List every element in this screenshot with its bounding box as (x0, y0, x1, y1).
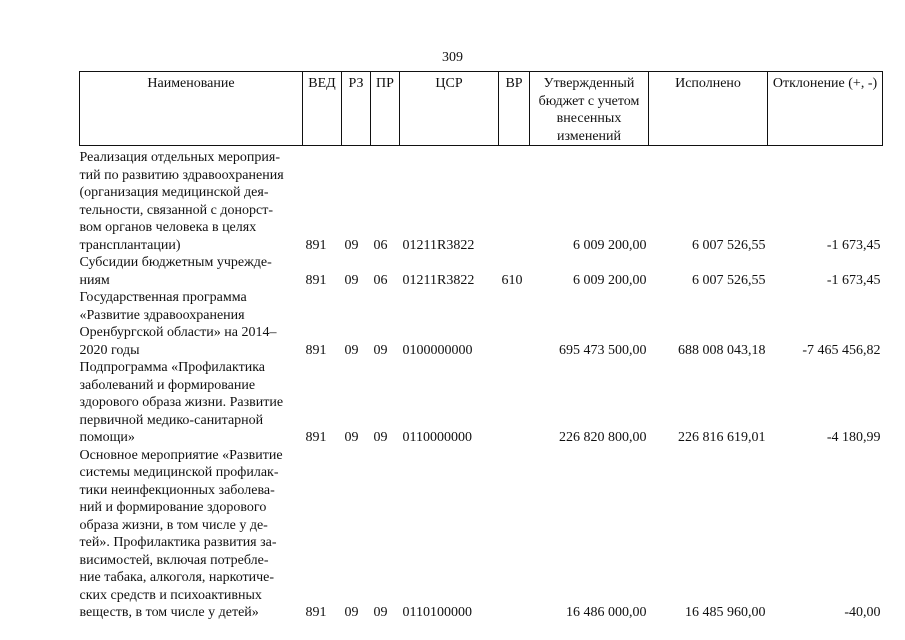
cell-csr: 01211R3822 (402, 237, 475, 253)
name-line: «Развитие здравоохранения (79, 307, 245, 323)
cell-name (80, 146, 303, 255)
name-line: первичной медико-санитарной (79, 412, 264, 428)
cell-deviation: -1 673,45 (826, 237, 881, 253)
cell-approved: 695 473 500,00 (559, 342, 647, 358)
name-line: 2020 годы (79, 342, 140, 358)
cell-deviation: -4 180,99 (826, 430, 881, 445)
cell-csr: 01211R3822 (402, 272, 475, 288)
table-row (80, 146, 883, 255)
name-line: Оренбургской области» на 2014– (79, 325, 277, 340)
cell-name (80, 254, 303, 289)
page-number: 309 (442, 50, 463, 65)
cell-deviation: -40,00 (844, 605, 881, 620)
cell-rz: 09 (344, 272, 359, 288)
header-csr: ЦСР (400, 72, 499, 146)
table-row (80, 447, 883, 622)
header-ved: ВЕД (303, 72, 342, 146)
cell-name (80, 447, 303, 622)
header-rz: РЗ (342, 72, 371, 146)
header-deviation: Отклонение (+, -) (768, 72, 883, 146)
cell-executed: 16 485 960,00 (685, 605, 766, 620)
table-row (80, 359, 883, 447)
cell-ved: 891 (305, 342, 327, 358)
cell-vr (499, 146, 530, 255)
cell-rz: 09 (344, 605, 359, 620)
cell-vr: 610 (501, 272, 523, 288)
cell-deviation: -7 465 456,82 (802, 342, 881, 358)
name-line: тий по развитию здравоохранения (79, 167, 284, 183)
cell-csr: 0100000000 (402, 342, 473, 358)
name-line: висимостей, включая потребле- (79, 552, 269, 568)
cell-approved: 6 009 200,00 (573, 272, 647, 288)
name-line: Субсидии бюджетным учрежде- (79, 255, 272, 270)
cell-csr: 0110100000 (402, 605, 472, 620)
cell-executed: 688 008 043,18 (678, 342, 766, 358)
name-line: заболеваний и формирование (79, 377, 256, 393)
name-line: помощи» (79, 430, 135, 445)
name-line: трансплантации) (79, 237, 181, 253)
name-line: системы медицинской профилак- (79, 465, 279, 480)
budget-table (79, 71, 883, 622)
cell-executed: 6 007 526,55 (692, 237, 766, 253)
name-line: ние табака, алкоголя, наркотиче- (79, 570, 275, 585)
table-row (80, 254, 883, 289)
name-line: тики неинфекционных заболева- (79, 482, 275, 498)
header-vr: ВР (499, 72, 530, 146)
name-line: тей». Профилактика развития за- (79, 535, 277, 550)
cell-pr: 06 (373, 237, 388, 253)
cell-rz: 09 (344, 342, 359, 358)
name-line: образа жизни, в том числе у де- (79, 517, 268, 533)
cell-rz: 09 (344, 430, 359, 445)
name-line: Основное мероприятие «Развитие (79, 447, 283, 463)
name-line: тельности, связанной с донорст- (79, 202, 273, 218)
cell-name (80, 359, 303, 447)
cell-rz: 09 (344, 237, 359, 253)
table-row (80, 289, 883, 359)
cell-approved: 16 486 000,00 (566, 605, 647, 620)
cell-ved: 891 (305, 605, 327, 620)
cell-vr (499, 359, 530, 447)
name-line: (организация медицинской дея- (79, 185, 269, 200)
header-executed: Исполнено (649, 72, 768, 146)
cell-pr: 06 (373, 272, 388, 288)
cell-name (80, 289, 303, 359)
header-approved: Утвержденный бюджет с учетом внесенных изменений (530, 72, 649, 146)
cell-pr: 09 (373, 342, 388, 358)
cell-executed: 226 816 619,01 (678, 430, 766, 445)
name-line: ний и формирование здорового (79, 500, 267, 515)
cell-ved: 891 (305, 237, 327, 253)
header-name: Наименование (80, 72, 303, 146)
name-line: веществ, в том числе у детей» (79, 605, 259, 620)
cell-executed: 6 007 526,55 (692, 272, 766, 288)
name-line: здорового образа жизни. Развитие (79, 395, 284, 410)
cell-approved: 6 009 200,00 (573, 237, 647, 253)
name-line: вом органов человека в целях (79, 220, 257, 235)
cell-ved: 891 (305, 430, 327, 445)
cell-pr: 09 (373, 605, 388, 620)
cell-deviation: -1 673,45 (826, 272, 881, 288)
name-line: Реализация отдельных мероприя- (79, 150, 280, 165)
header-pr: ПР (371, 72, 400, 146)
cell-pr: 09 (373, 430, 388, 445)
table-body (80, 146, 883, 622)
cell-ved: 891 (305, 272, 327, 288)
cell-approved: 226 820 800,00 (559, 430, 647, 445)
name-line: ских средств и психоактивных (79, 587, 262, 603)
name-line: Государственная программа (79, 290, 247, 305)
name-line: Подпрограмма «Профилактика (79, 360, 266, 375)
name-line: ниям (79, 272, 110, 288)
cell-vr (499, 447, 530, 622)
cell-csr: 0110000000 (402, 430, 472, 445)
table-header (80, 72, 883, 146)
cell-vr (499, 289, 530, 359)
